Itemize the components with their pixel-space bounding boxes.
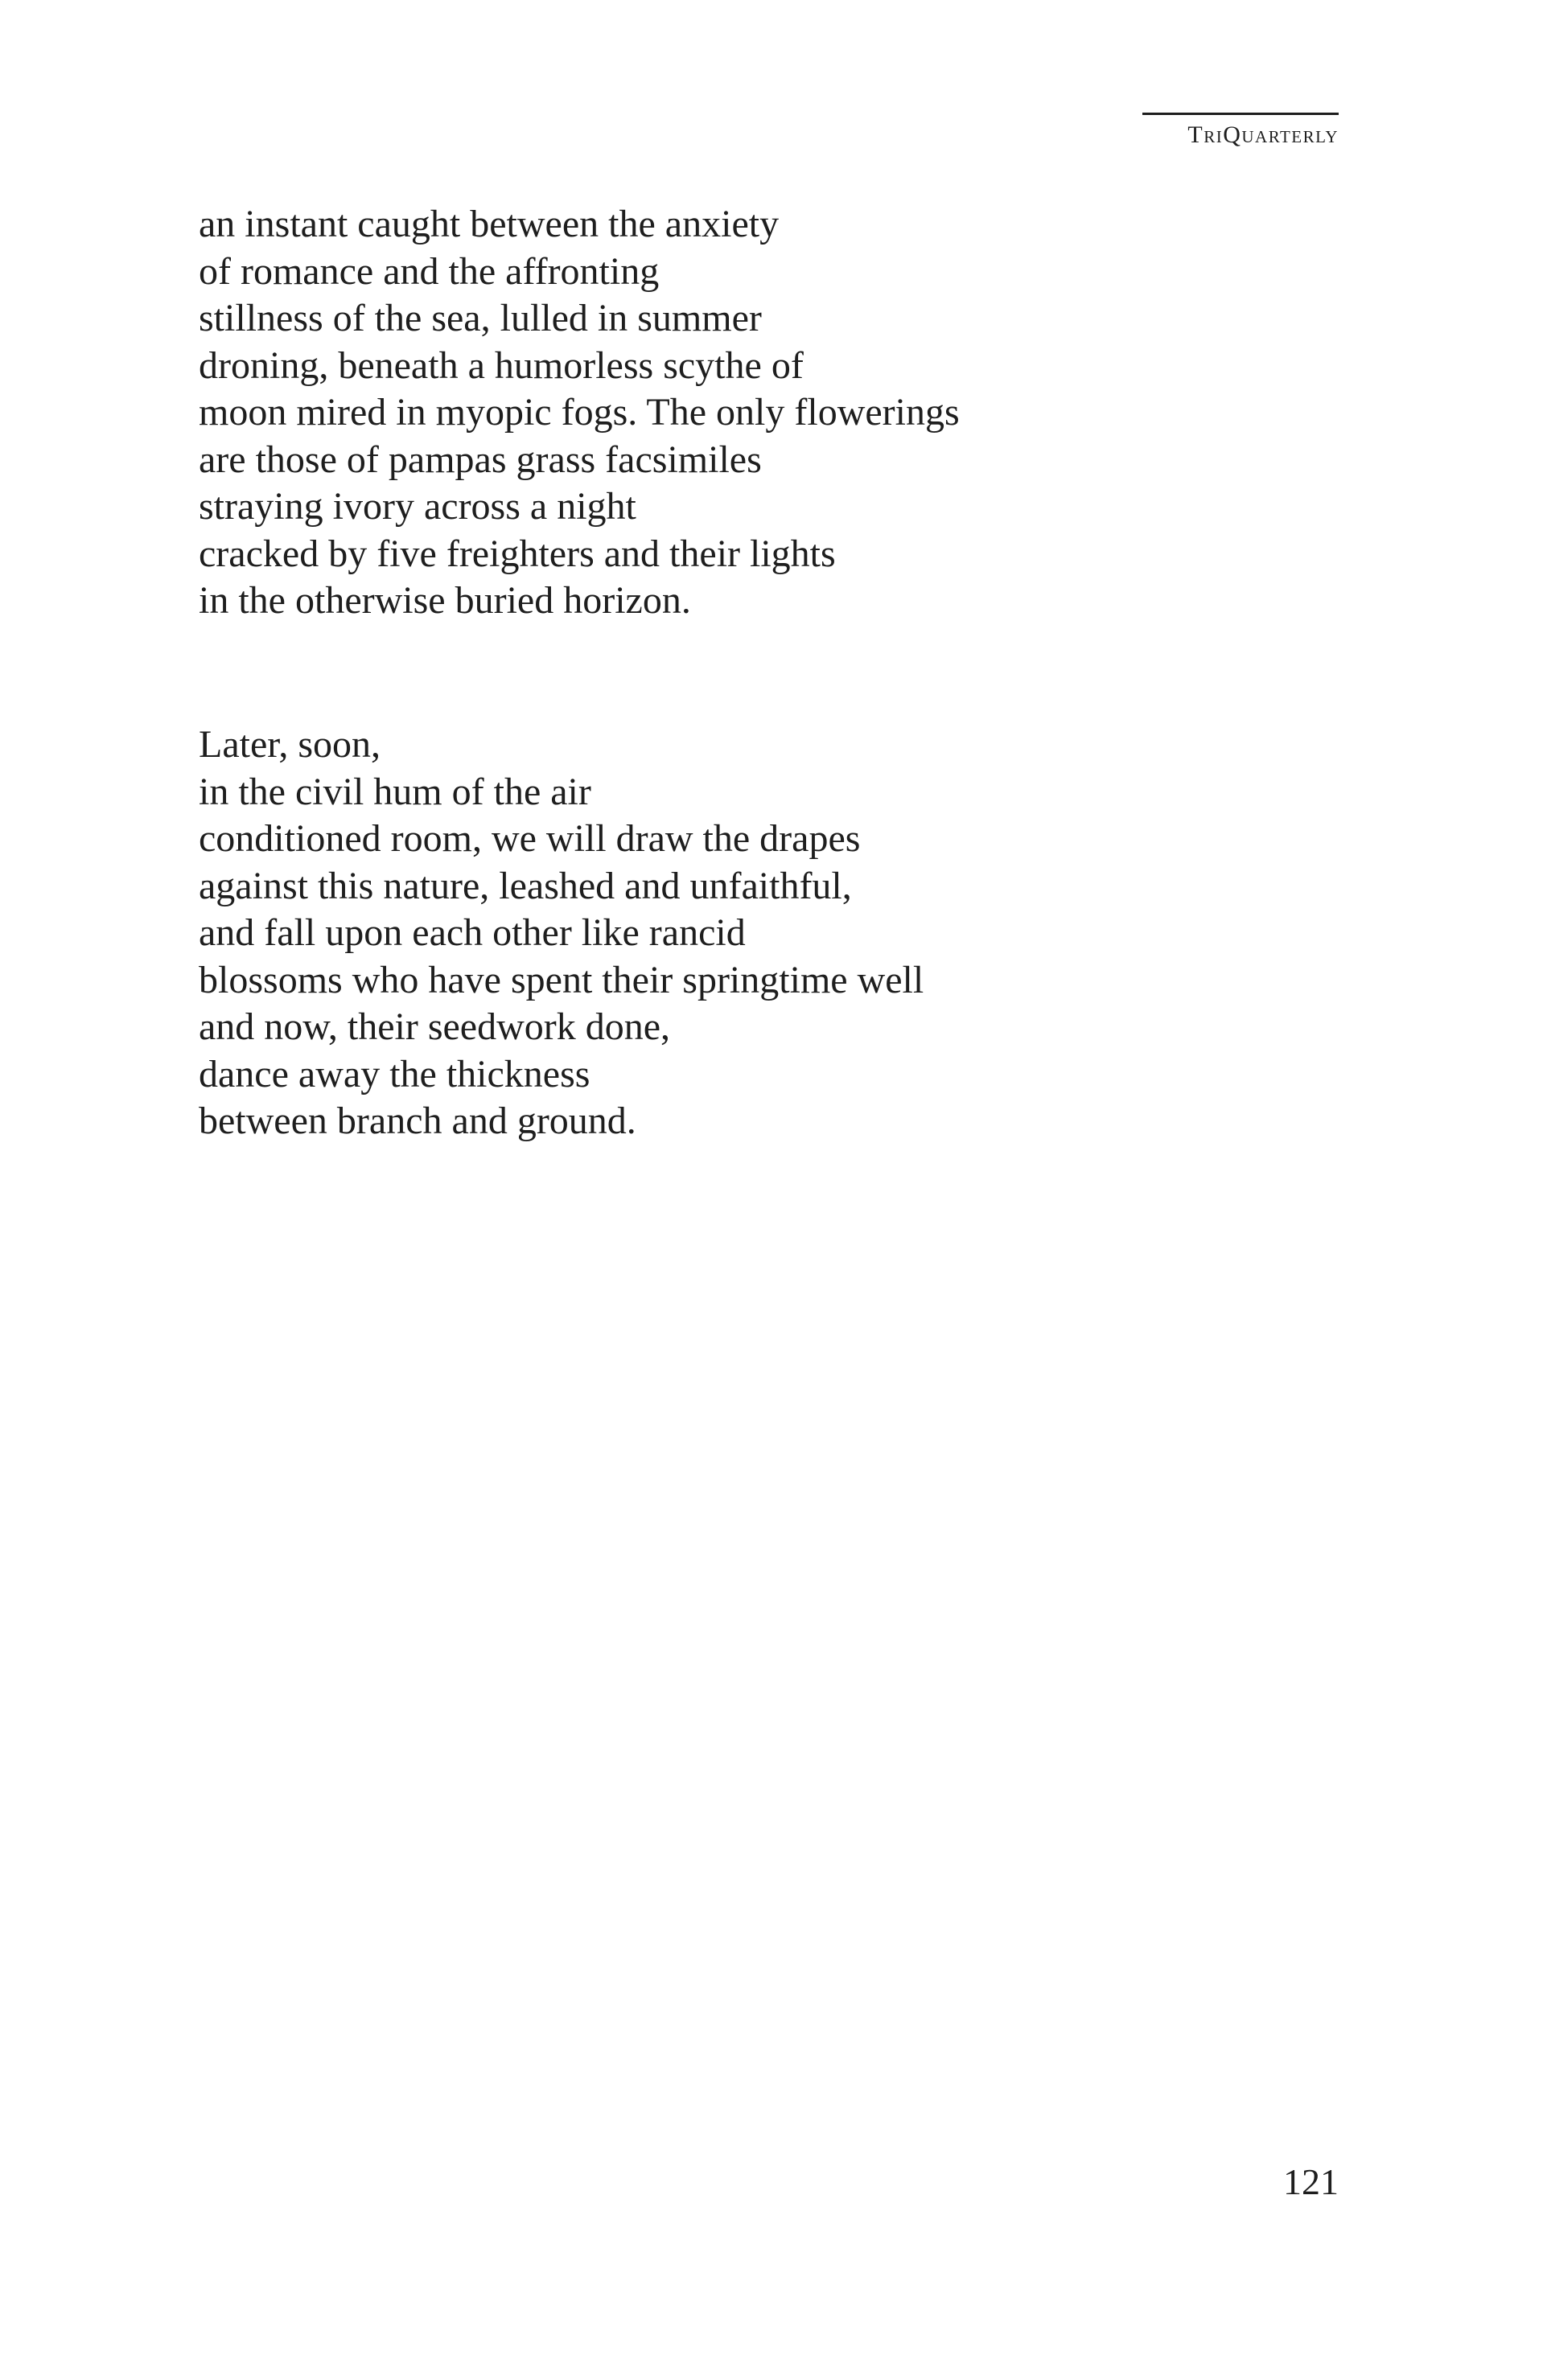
poem-line: an instant caught between the anxiety [199,203,780,245]
poem-line: in the otherwise buried horizon. [199,579,691,622]
poem-line: droning, beneath a humorless scythe of [199,343,804,387]
page-number: 121 [1283,2161,1339,2202]
poem-line: conditioned room, we will draw the drapes [199,817,861,860]
poem-line: and now, their seedwork done, [199,1005,671,1048]
poem-line: cracked by five freighters and their lights [199,532,836,575]
stanza-1 [199,201,960,625]
poem-line: between branch and ground. [199,1100,636,1142]
running-head: TriQuarterly [1142,113,1339,147]
poem-line: blossoms who have spent their springtime well [199,958,924,1001]
poem-line: Later, soon, [199,723,381,766]
poem-line: and fall upon each other like rancid [199,911,746,954]
poem-line: dance away the thickness [199,1052,590,1095]
poem-line: stillness of the sea, lulled in summer [199,297,762,339]
poem-line: straying ivory across a night [199,485,636,528]
poem-line: moon mired in myopic fogs. The only flowerings [199,391,960,434]
poem-line: are those of pampas grass facsimiles [199,438,762,481]
poem-line: in the civil hum of the air [199,770,591,813]
poem-line: against this nature, leashed and unfaithful, [199,864,852,907]
stanza-2 [199,721,924,1145]
poem-line: of romance and the affronting [199,249,660,293]
